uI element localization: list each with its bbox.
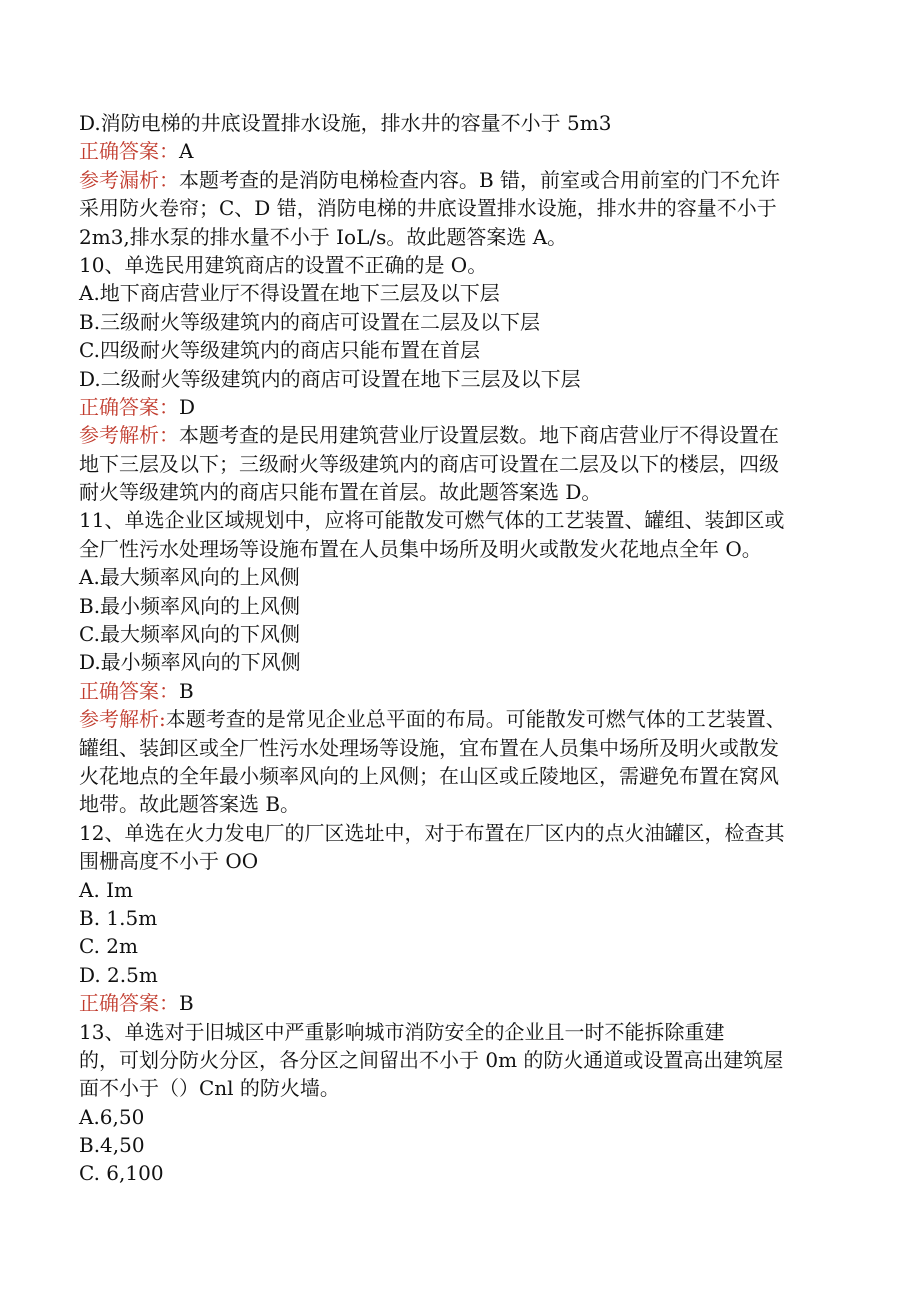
answer-label: 正确答案： [79,678,179,703]
text-line [79,648,850,676]
line-text: C.最大频率风向的下风侧 [79,622,300,647]
line-text: B.最小频率风向的上风侧 [79,593,301,618]
text-line [79,535,850,563]
line-text: 地带。故此题答案选 B。 [79,792,301,817]
line-text: A. Im [79,877,134,902]
text-line [79,961,850,989]
text-line [79,251,850,279]
line-text: 13、单选对于旧城区中严重影响城市消防安全的企业且一时不能拆除重建 [79,1019,725,1044]
answer-label: 参考漏析： [79,167,179,192]
line-text: 火花地点的全年最小频率风向的上风侧；在山区或丘陵地区，需避免布置在窝风 [79,763,779,788]
text-line [79,563,850,591]
answer-label: 参考解析： [79,423,179,448]
labeled-line [79,677,850,705]
line-text: 罐组、装卸区或全厂性污水处理场等设施，宜布置在人员集中场所及明火或散发 [79,735,779,760]
line-text: 耐火等级建筑内的商店只能布置在首层。故此题答案选 D。 [79,480,602,505]
line-text: B.4,50 [79,1133,145,1158]
text-line [79,734,850,762]
text-line [79,478,850,506]
text-line [79,506,850,534]
labeled-line [79,705,850,733]
answer-label: 正确答案： [79,139,179,164]
line-text: 本题考查的是民用建筑营业厅设置层数。地下商店营业厅不得设置在 [179,423,779,448]
text-line [79,904,850,932]
line-text: A.6,50 [79,1104,145,1129]
text-line [79,1159,850,1187]
labeled-line [79,421,850,449]
line-text: 本题考查的是消防电梯检查内容。B 错，前室或合用前室的门不允许 [179,167,781,192]
text-line [79,1103,850,1131]
text-line [79,762,850,790]
labeled-line [79,137,850,165]
line-text: C. 2m [79,934,138,959]
line-text: 12、单选在火力发电厂的厂区选址中，对于布置在厂区内的点火油罐区，检查其 [79,820,785,845]
text-line [79,1046,850,1074]
line-text: 11、单选企业区域规划中，应将可能散发可燃气体的工艺装置、罐组、装卸区或 [79,508,785,533]
line-text: A [179,139,194,164]
labeled-line [79,989,850,1017]
text-line [79,450,850,478]
line-text: B.三级耐火等级建筑内的商店可设置在二层及以下层 [79,309,541,334]
line-text: A.最大频率风向的上风侧 [79,565,300,590]
line-text: 围栅高度不小于 OO [79,849,259,874]
line-text: C. 6,100 [79,1161,164,1186]
text-line [79,790,850,818]
text-line [79,847,850,875]
text-line [79,1074,850,1102]
answer-label: 参考解析: [79,707,166,732]
text-line [79,1018,850,1046]
line-text: 的，可划分防火分区，各分区之间留出不小于 0m 的防火通道或设置高出建筑屋 [79,1047,784,1072]
line-text: 全厂性污水处理场等设施布置在人员集中场所及明火或散发火花地点全年 O。 [79,536,762,561]
line-text: D. 2.5m [79,962,158,987]
text-line [79,365,850,393]
line-text: B. 1.5m [79,905,158,930]
answer-label: 正确答案： [79,394,179,419]
line-text: 2m3,排水泵的排水量不小于 IoL/s。故此题答案选 A。 [79,224,568,249]
line-text: 采用防火卷帘；C、D 错，消防电梯的井底设置排水设施，排水井的容量不小于 [79,196,777,221]
line-text: D.消防电梯的井底设置排水设施，排水井的容量不小于 5m3 [79,111,612,135]
line-text: A.地下商店营业厅不得设置在地下三层及以下层 [79,281,500,306]
line-text: D [179,394,196,419]
line-text: B [179,678,194,703]
answer-label: 正确答案： [79,991,179,1016]
text-line [79,279,850,307]
line-text: C.四级耐火等级建筑内的商店只能布置在首层 [79,338,480,363]
text-line [79,819,850,847]
line-text: 10、单选民用建筑商店的设置不正确的是 O。 [79,252,488,277]
text-line [79,109,850,137]
line-text: D.最小频率风向的下风侧 [79,650,301,675]
line-text: D.二级耐火等级建筑内的商店可设置在地下三层及以下层 [79,366,581,391]
text-line [79,592,850,620]
line-text: B [179,991,194,1016]
text-line [79,1131,850,1159]
line-text: 面不小于（）Cnl 的防火墙。 [79,1076,340,1101]
text-line [79,620,850,648]
text-line [79,223,850,251]
text-line [79,336,850,364]
text-line [79,194,850,222]
text-line [79,876,850,904]
labeled-line [79,166,850,194]
document-body [79,109,850,1188]
line-text: 本题考查的是常见企业总平面的布局。可能散发可燃气体的工艺装置、 [165,707,786,732]
line-text: 地下三层及以下；三级耐火等级建筑内的商店可设置在二层及以下的楼层，四级 [79,451,779,476]
labeled-line [79,393,850,421]
text-line [79,932,850,960]
text-line [79,308,850,336]
